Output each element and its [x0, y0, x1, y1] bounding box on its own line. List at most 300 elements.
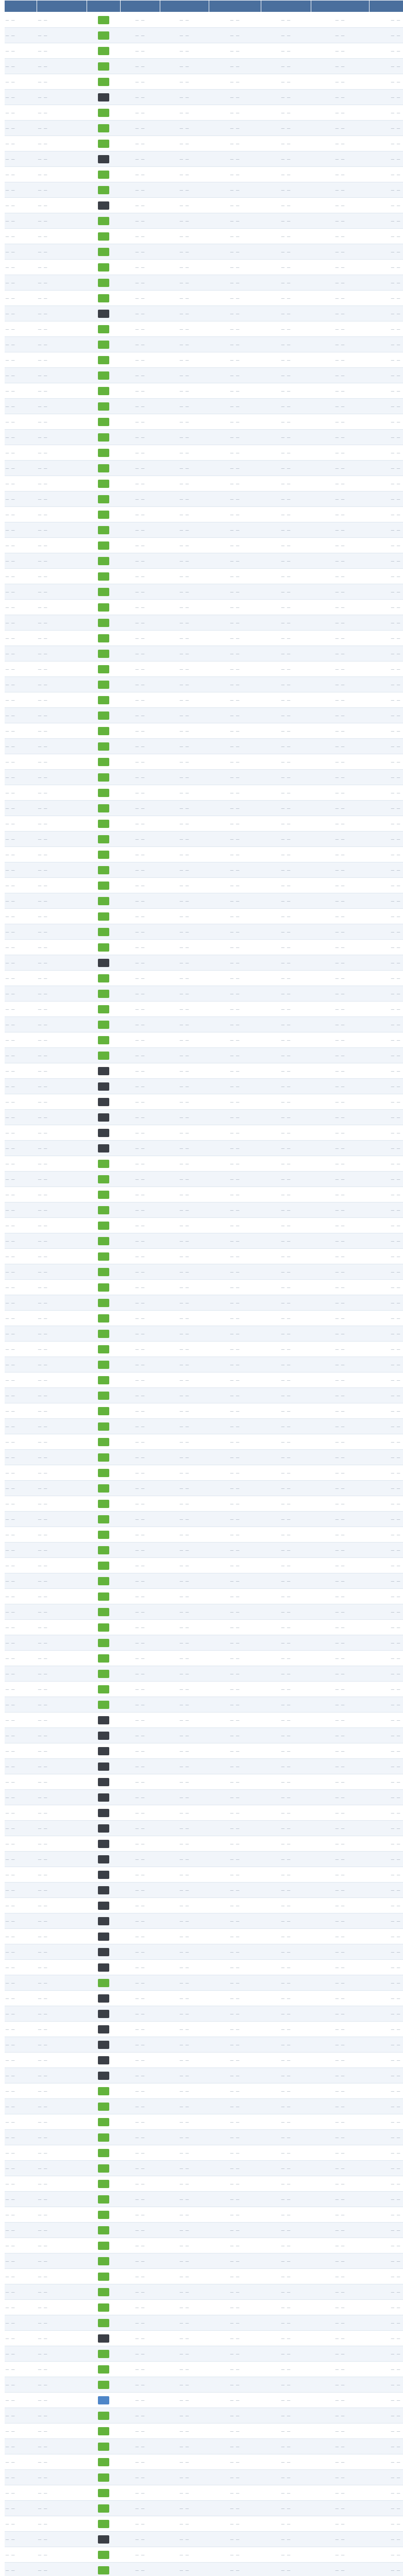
table-cell	[160, 1635, 209, 1651]
cell-text: — —	[391, 2228, 401, 2232]
cell-text: — —	[335, 1285, 345, 1290]
cell-text: — —	[135, 1362, 145, 1367]
cell-text: — —	[5, 1115, 15, 1120]
cell-text: — —	[135, 1393, 145, 1398]
table-cell	[261, 1743, 311, 1759]
status-cell	[87, 244, 121, 260]
table-cell	[311, 1867, 370, 1883]
table-cell	[209, 182, 261, 198]
cell-text: — —	[391, 2568, 401, 2572]
cell-text: — —	[281, 821, 291, 826]
status-cell	[87, 1697, 121, 1713]
table-cell	[209, 492, 261, 507]
table-cell	[160, 708, 209, 723]
cell-text: — —	[179, 744, 190, 749]
table-cell	[261, 1836, 311, 1852]
cell-text: — —	[38, 1764, 48, 1769]
table-cell	[370, 352, 403, 368]
cell-text: — —	[5, 141, 15, 146]
table-cell	[261, 2424, 311, 2439]
table-cell	[209, 121, 261, 136]
table-cell	[37, 2362, 87, 2377]
status-cell	[87, 2176, 121, 2192]
cell-text: — —	[135, 1022, 145, 1027]
cell-text: — —	[230, 2212, 240, 2217]
table-cell	[121, 801, 160, 816]
table-cell	[160, 1141, 209, 1156]
cell-text: — —	[5, 435, 15, 439]
cell-text: — —	[281, 2212, 291, 2217]
cell-text: — —	[179, 481, 190, 486]
cell-text: — —	[230, 899, 240, 903]
cell-text: — —	[230, 929, 240, 934]
cell-text: — —	[281, 1146, 291, 1150]
cell-text: — —	[135, 1733, 145, 1738]
cell-text: — —	[5, 1378, 15, 1382]
cell-text: — —	[179, 2537, 190, 2541]
cell-text: — —	[335, 2475, 345, 2480]
cell-text: — —	[38, 110, 48, 115]
cell-text: — —	[38, 1671, 48, 1676]
cell-text: — —	[281, 1038, 291, 1042]
table-cell	[37, 692, 87, 708]
cell-text: — —	[230, 327, 240, 331]
cell-text: — —	[38, 2552, 48, 2557]
table-cell	[37, 476, 87, 492]
cell-text: — —	[281, 1563, 291, 1568]
status-cell	[87, 1805, 121, 1821]
cell-text: — —	[179, 605, 190, 609]
table-cell	[37, 198, 87, 213]
table-cell	[261, 1821, 311, 1836]
table-cell	[37, 1434, 87, 1450]
table-row	[5, 538, 403, 553]
cell-text: — —	[230, 234, 240, 239]
cell-text: — —	[135, 48, 145, 53]
table-cell	[311, 337, 370, 352]
cell-text: — —	[391, 1161, 401, 1166]
table-cell	[5, 2037, 37, 2053]
cell-text: — —	[281, 95, 291, 99]
cell-text: — —	[5, 512, 15, 517]
table-cell	[160, 2501, 209, 2516]
table-cell	[160, 600, 209, 615]
cell-text: — —	[179, 2228, 190, 2232]
table-cell	[121, 90, 160, 105]
table-cell	[5, 28, 37, 43]
cell-text: — —	[281, 1857, 291, 1861]
cell-text: — —	[391, 929, 401, 934]
cell-text: — —	[38, 883, 48, 888]
table-cell	[160, 1249, 209, 1264]
cell-text: — —	[5, 2568, 15, 2572]
cell-text: — —	[38, 790, 48, 795]
table-cell	[261, 2454, 311, 2470]
cell-text: — —	[391, 2475, 401, 2480]
status-cell	[87, 1821, 121, 1836]
table-cell	[261, 244, 311, 260]
table-cell	[261, 2377, 311, 2393]
cell-text: — —	[179, 2243, 190, 2248]
cell-text: — —	[335, 759, 345, 764]
table-cell	[121, 538, 160, 553]
cell-text: — —	[38, 327, 48, 331]
table-cell	[370, 754, 403, 770]
table-cell	[160, 1558, 209, 1573]
table-cell	[209, 399, 261, 414]
status-badge-dark	[98, 1732, 109, 1740]
column-header	[121, 1, 160, 12]
cell-text: — —	[179, 2089, 190, 2093]
cell-text: — —	[5, 311, 15, 316]
table-cell	[311, 2130, 370, 2145]
status-badge-green	[98, 851, 109, 859]
status-badge-green	[98, 2226, 109, 2234]
table-row	[5, 2284, 403, 2300]
cell-text: — —	[179, 435, 190, 439]
cell-text: — —	[179, 450, 190, 455]
cell-text: — —	[281, 435, 291, 439]
cell-text: — —	[335, 2120, 345, 2124]
status-badge-dark	[98, 1809, 109, 1817]
table-row	[5, 2192, 403, 2207]
cell-text: — —	[135, 1300, 145, 1305]
cell-text: — —	[179, 1826, 190, 1831]
cell-text: — —	[38, 373, 48, 378]
cell-text: — —	[179, 1208, 190, 1212]
table-cell	[311, 2563, 370, 2576]
cell-text: — —	[335, 1671, 345, 1676]
table-cell	[261, 476, 311, 492]
cell-text: — —	[38, 914, 48, 919]
cell-text: — —	[230, 2135, 240, 2140]
table-cell	[370, 2563, 403, 2576]
cell-text: — —	[179, 1718, 190, 1722]
cell-text: — —	[335, 1378, 345, 1382]
cell-text: — —	[230, 435, 240, 439]
status-cell	[87, 2223, 121, 2238]
table-cell	[261, 59, 311, 74]
status-badge-green	[98, 294, 109, 302]
cell-text: — —	[230, 821, 240, 826]
cell-text: — —	[335, 48, 345, 53]
table-cell	[209, 940, 261, 955]
cell-text: — —	[391, 914, 401, 919]
cell-text: — —	[230, 728, 240, 733]
column-header	[261, 1, 311, 12]
cell-text: — —	[230, 589, 240, 594]
table-row	[5, 2114, 403, 2130]
table-row	[5, 1032, 403, 1048]
cell-text: — —	[179, 2073, 190, 2078]
table-cell	[5, 847, 37, 862]
status-badge-green	[98, 2319, 109, 2327]
status-badge-green	[98, 773, 109, 782]
table-row	[5, 1110, 403, 1125]
cell-text: — —	[391, 2320, 401, 2325]
cell-text: — —	[5, 528, 15, 532]
status-badge-green	[98, 232, 109, 241]
cell-text: — —	[38, 2089, 48, 2093]
cell-text: — —	[391, 435, 401, 439]
table-cell	[311, 1202, 370, 1218]
cell-text: — —	[230, 1470, 240, 1475]
table-cell	[121, 1218, 160, 1233]
cell-text: — —	[135, 2320, 145, 2325]
cell-text: — —	[135, 1517, 145, 1521]
table-cell	[37, 2485, 87, 2501]
cell-text: — —	[5, 682, 15, 687]
cell-text: — —	[230, 1316, 240, 1320]
table-cell	[370, 631, 403, 646]
table-cell	[311, 260, 370, 275]
cell-text: — —	[391, 991, 401, 996]
cell-text: — —	[5, 1548, 15, 1552]
cell-text: — —	[38, 528, 48, 532]
table-cell	[160, 893, 209, 909]
table-cell	[261, 306, 311, 321]
table-cell	[261, 832, 311, 847]
cell-text: — —	[5, 2011, 15, 2016]
cell-text: — —	[335, 2568, 345, 2572]
cell-text: — —	[335, 1749, 345, 1753]
table-cell	[121, 105, 160, 121]
table-cell	[37, 167, 87, 182]
cell-text: — —	[38, 1130, 48, 1135]
table-row	[5, 2346, 403, 2362]
table-cell	[160, 1218, 209, 1233]
table-cell	[37, 2145, 87, 2161]
table-cell	[5, 74, 37, 90]
status-cell	[87, 2114, 121, 2130]
table-cell	[37, 2207, 87, 2223]
table-cell	[121, 12, 160, 28]
table-cell	[370, 584, 403, 600]
status-cell	[87, 1450, 121, 1465]
cell-text: — —	[179, 2320, 190, 2325]
cell-text: — —	[38, 744, 48, 749]
cell-text: — —	[281, 1208, 291, 1212]
cell-text: — —	[38, 1285, 48, 1290]
status-badge-green	[98, 140, 109, 148]
cell-text: — —	[5, 2197, 15, 2201]
table-cell	[160, 2269, 209, 2284]
cell-text: — —	[179, 2120, 190, 2124]
status-badge-green	[98, 1422, 109, 1431]
table-row	[5, 2532, 403, 2547]
cell-text: — —	[135, 2104, 145, 2109]
table-cell	[209, 832, 261, 847]
table-cell	[370, 1311, 403, 1326]
table-cell	[121, 1110, 160, 1125]
table-cell	[121, 2362, 160, 2377]
cell-text: — —	[5, 1579, 15, 1583]
table-cell	[37, 461, 87, 476]
cell-text: — —	[5, 960, 15, 965]
table-cell	[370, 2176, 403, 2192]
cell-text: — —	[38, 1841, 48, 1846]
table-cell	[160, 770, 209, 785]
table-row	[5, 1450, 403, 1465]
table-cell	[37, 2006, 87, 2022]
cell-text: — —	[391, 744, 401, 749]
cell-text: — —	[230, 620, 240, 625]
table-cell	[311, 770, 370, 785]
cell-text: — —	[335, 311, 345, 316]
cell-text: — —	[391, 1269, 401, 1274]
table-cell	[160, 1651, 209, 1666]
cell-text: — —	[38, 806, 48, 810]
table-cell	[261, 2532, 311, 2547]
table-cell	[121, 1867, 160, 1883]
status-cell	[87, 352, 121, 368]
cell-text: — —	[281, 1780, 291, 1784]
table-cell	[261, 1991, 311, 2006]
cell-text: — —	[230, 1300, 240, 1305]
cell-text: — —	[230, 713, 240, 718]
cell-text: — —	[179, 868, 190, 872]
table-row	[5, 1666, 403, 1682]
table-cell	[370, 182, 403, 198]
cell-text: — —	[179, 1517, 190, 1521]
cell-text: — —	[135, 2413, 145, 2418]
table-cell	[261, 1434, 311, 1450]
cell-text: — —	[38, 1579, 48, 1583]
table-cell	[5, 1048, 37, 1063]
table-cell	[5, 816, 37, 832]
cell-text: — —	[391, 512, 401, 517]
cell-text: — —	[179, 1331, 190, 1336]
cell-text: — —	[281, 1733, 291, 1738]
cell-text: — —	[135, 960, 145, 965]
status-badge-green	[98, 603, 109, 612]
cell-text: — —	[230, 667, 240, 671]
cell-text: — —	[179, 2305, 190, 2310]
table-cell	[370, 213, 403, 229]
cell-text: — —	[38, 1161, 48, 1166]
table-cell	[311, 105, 370, 121]
table-row	[5, 1543, 403, 1558]
status-cell	[87, 801, 121, 816]
table-cell	[5, 2393, 37, 2408]
cell-text: — —	[179, 945, 190, 950]
table-cell	[370, 862, 403, 878]
cell-text: — —	[281, 1872, 291, 1877]
table-cell	[209, 816, 261, 832]
table-row	[5, 1419, 403, 1434]
table-cell	[37, 1867, 87, 1883]
table-cell	[121, 723, 160, 739]
cell-text: — —	[135, 1146, 145, 1150]
cell-text: — —	[179, 1393, 190, 1398]
cell-text: — —	[5, 2166, 15, 2171]
table-cell	[5, 1017, 37, 1032]
cell-text: — —	[230, 1393, 240, 1398]
table-cell	[160, 1527, 209, 1543]
status-badge-dark	[98, 1963, 109, 1972]
table-cell	[37, 337, 87, 352]
cell-text: — —	[281, 64, 291, 69]
table-cell	[5, 2346, 37, 2362]
cell-text: — —	[38, 1331, 48, 1336]
status-badge-dark	[98, 1994, 109, 2003]
table-cell	[37, 2408, 87, 2424]
table-cell	[261, 1063, 311, 1079]
table-cell	[209, 2547, 261, 2563]
table-cell	[209, 2269, 261, 2284]
table-cell	[37, 2022, 87, 2037]
cell-text: — —	[38, 2305, 48, 2310]
cell-text: — —	[281, 203, 291, 208]
cell-text: — —	[335, 682, 345, 687]
cell-text: — —	[5, 1254, 15, 1259]
table-row	[5, 1295, 403, 1311]
cell-text: — —	[281, 481, 291, 486]
cell-text: — —	[135, 1764, 145, 1769]
cell-text: — —	[179, 883, 190, 888]
cell-text: — —	[5, 883, 15, 888]
cell-text: — —	[335, 945, 345, 950]
table-cell	[121, 878, 160, 893]
cell-text: — —	[38, 543, 48, 548]
cell-text: — —	[391, 95, 401, 99]
cell-text: — —	[38, 2444, 48, 2449]
table-cell	[370, 2408, 403, 2424]
cell-text: — —	[38, 1826, 48, 1831]
cell-text: — —	[335, 1795, 345, 1800]
cell-text: — —	[335, 1409, 345, 1413]
cell-text: — —	[335, 1965, 345, 1970]
table-cell	[160, 646, 209, 662]
status-cell	[87, 2547, 121, 2563]
table-cell	[311, 878, 370, 893]
cell-text: — —	[5, 1192, 15, 1197]
cell-text: — —	[38, 1084, 48, 1089]
table-cell	[37, 754, 87, 770]
table-cell	[370, 1419, 403, 1434]
cell-text: — —	[179, 790, 190, 795]
status-badge-green	[98, 387, 109, 395]
cell-text: — —	[179, 1888, 190, 1892]
table-cell	[160, 754, 209, 770]
table-cell	[261, 182, 311, 198]
cell-text: — —	[135, 2073, 145, 2078]
cell-text: — —	[38, 991, 48, 996]
table-cell	[311, 1295, 370, 1311]
table-cell	[311, 1836, 370, 1852]
table-cell	[311, 1651, 370, 1666]
cell-text: — —	[135, 1780, 145, 1784]
cell-text: — —	[391, 1146, 401, 1150]
table-cell	[261, 2083, 311, 2099]
cell-text: — —	[38, 1177, 48, 1181]
table-cell	[311, 1975, 370, 1991]
table-cell	[261, 2547, 311, 2563]
table-cell	[209, 1852, 261, 1867]
status-badge-green	[98, 1036, 109, 1044]
table-cell	[261, 2006, 311, 2022]
cell-text: — —	[135, 358, 145, 362]
table-cell	[311, 1450, 370, 1465]
status-cell	[87, 924, 121, 940]
table-cell	[160, 785, 209, 801]
cell-text: — —	[230, 698, 240, 702]
cell-text: — —	[5, 358, 15, 362]
cell-text: — —	[38, 435, 48, 439]
table-cell	[209, 2022, 261, 2037]
status-badge-dark	[98, 201, 109, 210]
cell-text: — —	[391, 2444, 401, 2449]
